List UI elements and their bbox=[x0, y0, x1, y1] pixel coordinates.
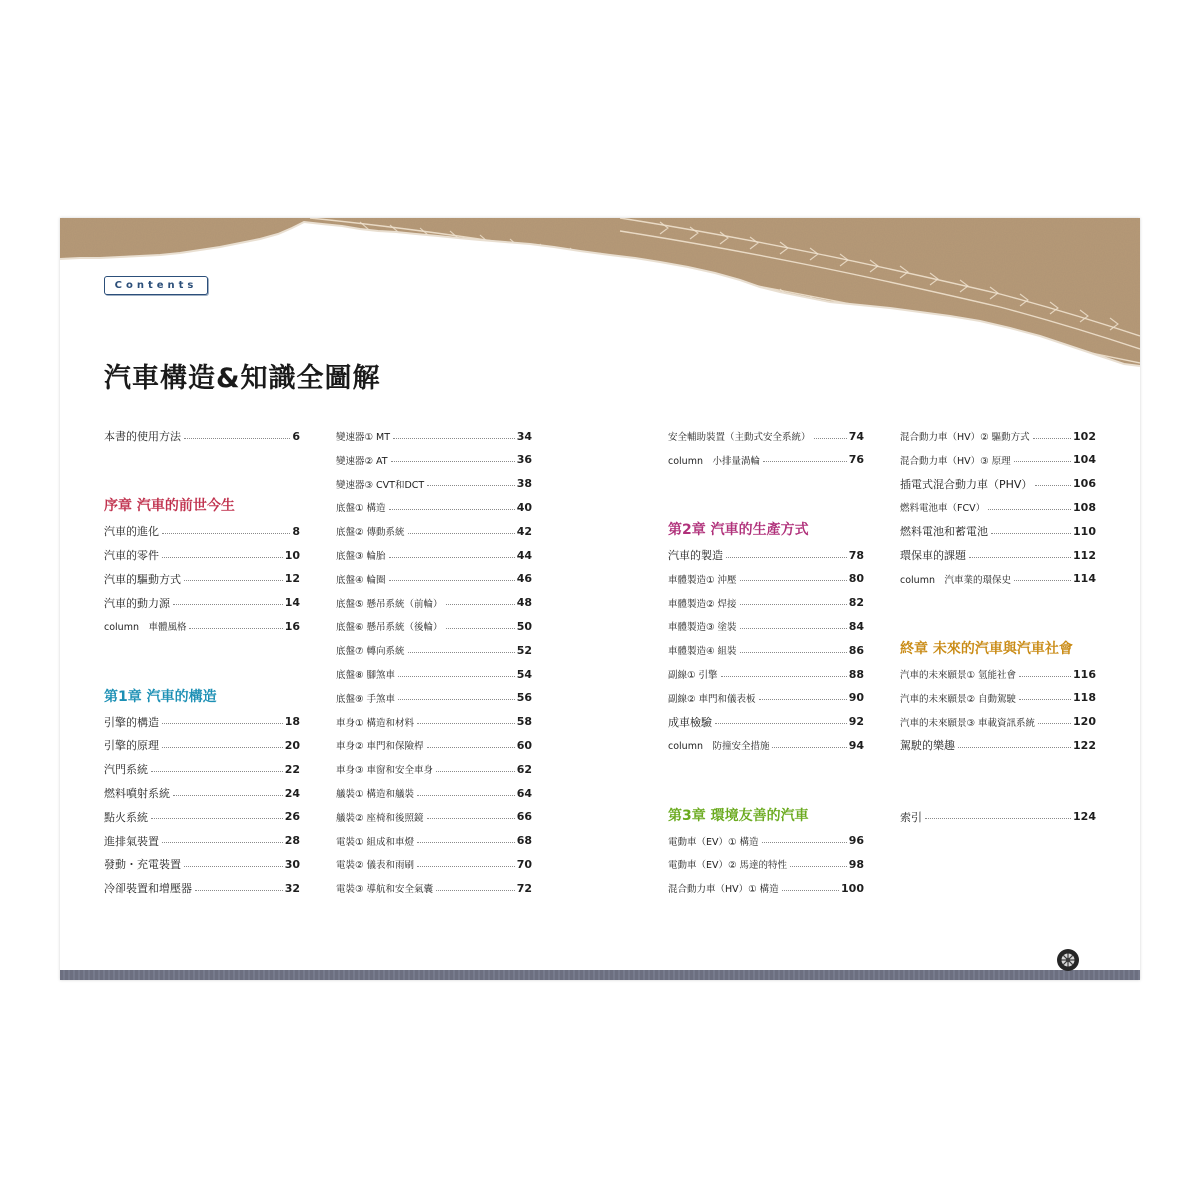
toc-entry-page: 14 bbox=[284, 596, 300, 610]
dot-leader bbox=[715, 723, 847, 724]
dot-leader bbox=[436, 771, 515, 772]
toc-entry-label: 車身③ 車窗和安全車身 bbox=[336, 765, 434, 777]
dot-leader bbox=[988, 509, 1071, 510]
toc-entry[interactable] bbox=[104, 593, 300, 613]
toc-entry[interactable] bbox=[336, 521, 532, 541]
toc-entry-label: column 汽車業的環保史 bbox=[900, 574, 1011, 586]
toc-entry[interactable] bbox=[104, 735, 300, 755]
toc-entry-page: 62 bbox=[516, 762, 532, 776]
toc-entry-label: 點火系統 bbox=[104, 810, 148, 824]
dot-leader bbox=[389, 557, 515, 558]
toc-entry[interactable] bbox=[900, 712, 1096, 732]
toc-entry[interactable] bbox=[900, 688, 1096, 708]
toc-entry-page: 124 bbox=[1073, 810, 1096, 824]
toc-entry[interactable] bbox=[104, 521, 300, 541]
dot-leader bbox=[173, 795, 283, 796]
toc-entry-page: 10 bbox=[284, 548, 300, 562]
toc-entry-page: 120 bbox=[1073, 715, 1096, 729]
toc-entry[interactable] bbox=[668, 616, 864, 636]
toc-entry-label: 汽車的未來願景③ 車載資訊系統 bbox=[900, 717, 1036, 729]
toc-entry-label: 進排氣裝置 bbox=[104, 834, 159, 848]
toc-entry[interactable] bbox=[104, 426, 300, 446]
book-title: 汽車構造&知識全圖解 bbox=[104, 363, 381, 394]
toc-entry-page: 74 bbox=[848, 429, 864, 443]
toc-entry[interactable] bbox=[668, 878, 864, 898]
toc-entry-label: 底盤⑨ 手煞車 bbox=[336, 693, 396, 705]
dot-leader bbox=[1014, 461, 1071, 462]
toc-entry-label: 變速器① MT bbox=[336, 432, 391, 443]
toc-entry-page: 108 bbox=[1073, 500, 1096, 514]
toc-entry[interactable] bbox=[668, 712, 864, 732]
toc-entry[interactable] bbox=[668, 569, 864, 589]
toc-entry-label: 副線② 車門和儀表板 bbox=[668, 693, 756, 705]
toc-entry[interactable] bbox=[336, 807, 532, 827]
dot-leader bbox=[814, 438, 847, 439]
toc-entry-label: 底盤⑦ 轉向系統 bbox=[336, 646, 405, 658]
toc-entry-label: 副線① 引擎 bbox=[668, 670, 718, 681]
toc-entry-page: 116 bbox=[1073, 667, 1096, 681]
toc-entry-page: 92 bbox=[848, 715, 864, 729]
dot-leader bbox=[1038, 723, 1071, 724]
dot-leader bbox=[446, 604, 515, 605]
toc-entry-label: 艤裝① 構造和艤裝 bbox=[336, 789, 415, 800]
dot-leader bbox=[184, 438, 290, 439]
toc-entry-label: 燃料電池車（FCV） bbox=[900, 503, 986, 515]
dot-leader bbox=[427, 485, 514, 486]
toc-entry[interactable] bbox=[668, 854, 864, 874]
toc-entry-page: 26 bbox=[284, 810, 300, 824]
toc-entry-page: 118 bbox=[1073, 691, 1096, 705]
chapter-heading: 序章 汽車的前世今生 bbox=[104, 498, 235, 515]
chapter-heading: 終章 未來的汽車與汽車社會 bbox=[900, 641, 1073, 658]
dot-leader bbox=[189, 628, 282, 629]
dot-leader bbox=[173, 604, 283, 605]
chapter-heading: 第1章 汽車的構造 bbox=[104, 688, 217, 705]
toc-entry-page: 58 bbox=[516, 715, 532, 729]
toc-entry[interactable] bbox=[336, 545, 532, 565]
dot-leader bbox=[969, 557, 1071, 558]
dot-leader bbox=[740, 628, 847, 629]
dot-leader bbox=[772, 747, 846, 748]
toc-entry[interactable] bbox=[104, 545, 300, 565]
toc-entry[interactable] bbox=[668, 426, 864, 446]
toc-entry-page: 64 bbox=[516, 786, 532, 800]
toc-entry-label: 汽門系統 bbox=[104, 763, 148, 777]
dot-leader bbox=[184, 866, 283, 867]
toc-entry-label: 引擎的構造 bbox=[104, 715, 159, 729]
toc-entry-label: 汽車的零件 bbox=[104, 549, 159, 562]
dot-leader bbox=[162, 723, 283, 724]
toc-entry-page: 96 bbox=[848, 834, 864, 848]
toc-entry-page: 22 bbox=[284, 762, 300, 776]
toc-entry-label: 汽車的進化 bbox=[104, 525, 159, 539]
toc-entry[interactable] bbox=[336, 616, 532, 636]
toc-entry-page: 86 bbox=[848, 643, 864, 657]
toc-entry-page: 52 bbox=[516, 643, 532, 657]
toc-entry[interactable] bbox=[668, 450, 864, 470]
dot-leader bbox=[184, 580, 283, 581]
dot-leader bbox=[740, 652, 847, 653]
toc-entry-page: 72 bbox=[516, 881, 532, 895]
toc-entry-page: 78 bbox=[848, 548, 864, 562]
book-spread bbox=[60, 218, 1140, 980]
dot-leader bbox=[1033, 438, 1071, 439]
toc-entry-page: 44 bbox=[516, 548, 532, 562]
dot-leader bbox=[759, 699, 847, 700]
toc-entry-page: 56 bbox=[516, 691, 532, 705]
toc-entry-label: 環保車的課題 bbox=[900, 549, 966, 562]
toc-entry-page: 70 bbox=[516, 857, 532, 871]
toc-entry[interactable] bbox=[104, 712, 300, 732]
toc-entry[interactable] bbox=[336, 497, 532, 517]
dot-leader bbox=[925, 818, 1071, 819]
toc-entry-page: 36 bbox=[516, 453, 532, 467]
toc-entry-label: 電裝① 組成和車燈 bbox=[336, 836, 415, 848]
dot-leader bbox=[782, 890, 839, 891]
toc-entry-page: 32 bbox=[284, 881, 300, 895]
toc-entry-label: 車身② 車門和保險桿 bbox=[336, 741, 424, 753]
toc-entry[interactable] bbox=[668, 831, 864, 851]
toc-entry-label: 底盤① 構造 bbox=[336, 503, 386, 515]
toc-entry[interactable] bbox=[668, 640, 864, 660]
dot-leader bbox=[763, 461, 847, 462]
toc-entry-page: 34 bbox=[516, 429, 532, 443]
toc-entry[interactable] bbox=[104, 854, 300, 874]
toc-entry[interactable] bbox=[104, 616, 300, 636]
toc-entry[interactable] bbox=[336, 640, 532, 660]
toc-entry-page: 28 bbox=[284, 834, 300, 848]
toc-entry-label: 汽車的驅動方式 bbox=[104, 572, 181, 586]
toc-entry-page: 50 bbox=[516, 619, 532, 633]
toc-entry-label: 艤裝② 座椅和後照鏡 bbox=[336, 812, 424, 824]
toc-entry[interactable] bbox=[668, 735, 864, 755]
toc-entry[interactable] bbox=[900, 664, 1096, 684]
toc-entry[interactable] bbox=[104, 759, 300, 779]
toc-entry-page: 18 bbox=[284, 715, 300, 729]
toc-entry-page: 24 bbox=[284, 786, 300, 800]
toc-entry[interactable] bbox=[336, 450, 532, 470]
toc-entry-label: 冷卻裝置和增壓器 bbox=[104, 882, 192, 896]
dot-leader bbox=[991, 533, 1071, 534]
toc-entry[interactable] bbox=[668, 545, 864, 565]
dot-leader bbox=[1019, 676, 1071, 677]
toc-entry-page: 16 bbox=[284, 619, 300, 633]
toc-entry[interactable] bbox=[900, 426, 1096, 446]
toc-entry-label: 混合動力車（HV）① 構造 bbox=[668, 884, 779, 896]
dot-leader bbox=[417, 795, 515, 796]
toc-entry-label: 電裝② 儀表和雨刷 bbox=[336, 860, 415, 872]
toc-entry-page: 6 bbox=[292, 429, 300, 443]
toc-entry[interactable] bbox=[668, 688, 864, 708]
toc-entry-page: 30 bbox=[284, 857, 300, 871]
toc-entry-page: 80 bbox=[848, 572, 864, 586]
toc-entry-page: 68 bbox=[516, 834, 532, 848]
toc-entry-label: column 小排量渦輪 bbox=[668, 455, 760, 467]
toc-entry-label: 電動車（EV）① 構造 bbox=[668, 836, 759, 848]
toc-entry-label: 車體製造② 焊接 bbox=[668, 598, 737, 610]
toc-entry-label: 安全輔助裝置（主動式安全系統） bbox=[668, 432, 811, 443]
toc-entry-label: 汽車的未來願景② 自動駕駛 bbox=[900, 693, 1017, 705]
dot-leader bbox=[436, 890, 515, 891]
dot-leader bbox=[195, 890, 283, 891]
dot-leader bbox=[408, 652, 515, 653]
toc-entry-page: 88 bbox=[848, 667, 864, 681]
toc-entry-page: 106 bbox=[1073, 477, 1096, 491]
toc-entry-label: 本書的使用方法 bbox=[104, 430, 181, 443]
toc-entry-page: 100 bbox=[841, 881, 864, 895]
toc-entry[interactable] bbox=[336, 831, 532, 851]
toc-entry-label: column 防撞安全措施 bbox=[668, 741, 770, 753]
toc-entry-label: 汽車的未來願景① 氫能社會 bbox=[900, 670, 1017, 681]
chapter-heading: 第2章 汽車的生產方式 bbox=[668, 522, 809, 539]
toc-entry-page: 48 bbox=[516, 596, 532, 610]
dot-leader bbox=[398, 676, 515, 677]
toc-entry[interactable] bbox=[336, 426, 532, 446]
toc-entry[interactable] bbox=[900, 497, 1096, 517]
toc-entry-page: 20 bbox=[284, 738, 300, 752]
dot-leader bbox=[391, 461, 515, 462]
dot-leader bbox=[151, 771, 283, 772]
toc-entry-label: 發動・充電裝置 bbox=[104, 858, 181, 872]
dot-leader bbox=[151, 818, 283, 819]
toc-entry[interactable] bbox=[900, 807, 1096, 827]
toc-entry[interactable] bbox=[104, 783, 300, 803]
toc-entry-label: 引擎的原理 bbox=[104, 739, 159, 753]
toc-entry-label: 插電式混合動力車（PHV） bbox=[900, 477, 1033, 491]
toc-entry-label: 燃料噴射系統 bbox=[104, 787, 170, 800]
toc-entry[interactable] bbox=[104, 878, 300, 898]
chapter-heading: 第3章 環境友善的汽車 bbox=[668, 807, 809, 824]
toc-entry[interactable] bbox=[900, 735, 1096, 755]
toc-entry-page: 94 bbox=[848, 738, 864, 752]
dot-leader bbox=[417, 866, 515, 867]
dot-leader bbox=[427, 818, 515, 819]
toc-entry-page: 112 bbox=[1073, 548, 1096, 562]
dot-leader bbox=[427, 747, 515, 748]
toc-entry[interactable] bbox=[336, 474, 532, 494]
toc-entry-label: 車身① 構造和材料 bbox=[336, 717, 415, 729]
dot-leader bbox=[1014, 580, 1071, 581]
toc-entry-page: 98 bbox=[848, 857, 864, 871]
toc-entry-page: 110 bbox=[1073, 524, 1096, 538]
dot-leader bbox=[393, 438, 515, 439]
dot-leader bbox=[389, 509, 515, 510]
dot-leader bbox=[790, 866, 847, 867]
toc-entry-label: 變速器③ CVT和DCT bbox=[336, 479, 425, 491]
dot-leader bbox=[762, 842, 847, 843]
toc-entry-page: 46 bbox=[516, 572, 532, 586]
dot-leader bbox=[417, 842, 515, 843]
toc-entry[interactable] bbox=[900, 569, 1096, 589]
toc-entry-page: 60 bbox=[516, 738, 532, 752]
toc-entry-label: 駕駛的樂趣 bbox=[900, 739, 955, 753]
toc-entry[interactable] bbox=[336, 688, 532, 708]
toc-entry[interactable] bbox=[336, 759, 532, 779]
dot-leader bbox=[740, 604, 847, 605]
dot-leader bbox=[721, 676, 847, 677]
toc-entry[interactable] bbox=[104, 569, 300, 589]
toc-entry[interactable] bbox=[336, 712, 532, 732]
toc-entry[interactable] bbox=[668, 664, 864, 684]
dot-leader bbox=[162, 533, 290, 534]
toc-entry-label: column 車體風格 bbox=[104, 622, 187, 634]
toc-entry-label: 底盤⑥ 懸吊系統（後輪） bbox=[336, 622, 443, 634]
toc-entry[interactable] bbox=[336, 569, 532, 589]
toc-entry-label: 車體製造③ 塗裝 bbox=[668, 622, 737, 634]
toc-entry-label: 混合動力車（HV）② 驅動方式 bbox=[900, 432, 1030, 443]
toc-entry-page: 38 bbox=[516, 477, 532, 491]
dot-leader bbox=[726, 557, 847, 558]
dot-leader bbox=[740, 580, 847, 581]
torn-kraft-paper-header bbox=[60, 218, 1140, 378]
toc-entry-label: 汽車的製造 bbox=[668, 549, 723, 562]
toc-entry[interactable] bbox=[336, 735, 532, 755]
toc-entry-label: 車體製造④ 組裝 bbox=[668, 646, 737, 658]
toc-entry-page: 12 bbox=[284, 572, 300, 586]
dot-leader bbox=[162, 842, 283, 843]
contents-badge: Contents bbox=[104, 276, 208, 295]
toc-entry-page: 84 bbox=[848, 619, 864, 633]
toc-entry-label: 底盤② 傳動系統 bbox=[336, 527, 405, 539]
dot-leader bbox=[446, 628, 515, 629]
toc-entry-page: 40 bbox=[516, 500, 532, 514]
toc-entry-page: 102 bbox=[1073, 429, 1096, 443]
toc-entry[interactable] bbox=[336, 783, 532, 803]
dot-leader bbox=[417, 723, 515, 724]
toc-entry[interactable] bbox=[104, 831, 300, 851]
toc-entry-page: 122 bbox=[1073, 738, 1096, 752]
toc-entry[interactable] bbox=[900, 474, 1096, 494]
toc-entry-label: 成車檢驗 bbox=[668, 715, 712, 729]
toc-entry-page: 66 bbox=[516, 810, 532, 824]
dot-leader bbox=[398, 699, 515, 700]
toc-entry[interactable] bbox=[336, 593, 532, 613]
toc-entry-label: 汽車的動力源 bbox=[104, 596, 170, 610]
toc-entry-page: 104 bbox=[1073, 453, 1096, 467]
toc-entry[interactable] bbox=[900, 450, 1096, 470]
toc-entry-label: 底盤⑧ 腳煞車 bbox=[336, 670, 396, 681]
dot-leader bbox=[389, 580, 515, 581]
toc-entry-label: 車體製造① 沖壓 bbox=[668, 574, 737, 586]
toc-entry-page: 82 bbox=[848, 596, 864, 610]
toc-entry-label: 底盤④ 輪圈 bbox=[336, 574, 386, 586]
toc-entry-label: 電動車（EV）② 馬達的特性 bbox=[668, 860, 788, 872]
toc-entry-page: 8 bbox=[292, 524, 300, 538]
toc-entry-label: 變速器② AT bbox=[336, 455, 388, 467]
toc-entry[interactable] bbox=[104, 807, 300, 827]
wheel-icon bbox=[1056, 948, 1080, 972]
toc-entry-page: 42 bbox=[516, 524, 532, 538]
toc-entry[interactable] bbox=[336, 664, 532, 684]
toc-entry[interactable] bbox=[336, 878, 532, 898]
bottom-stripe bbox=[60, 970, 1140, 980]
toc-entry[interactable] bbox=[336, 854, 532, 874]
dot-leader bbox=[1035, 485, 1071, 486]
toc-entry-page: 90 bbox=[848, 691, 864, 705]
toc-entry[interactable] bbox=[900, 521, 1096, 541]
toc-entry[interactable] bbox=[668, 593, 864, 613]
toc-entry-label: 索引 bbox=[900, 810, 922, 824]
toc-entry-label: 混合動力車（HV）③ 原理 bbox=[900, 455, 1011, 467]
toc-entry-page: 54 bbox=[516, 667, 532, 681]
dot-leader bbox=[958, 747, 1071, 748]
dot-leader bbox=[162, 557, 283, 558]
toc-entry-label: 底盤⑤ 懸吊系統（前輪） bbox=[336, 598, 443, 610]
toc-entry-label: 燃料電池和蓄電池 bbox=[900, 525, 988, 539]
dot-leader bbox=[162, 747, 283, 748]
dot-leader bbox=[1019, 699, 1071, 700]
toc-entry[interactable] bbox=[900, 545, 1096, 565]
toc-entry-label: 底盤③ 輪胎 bbox=[336, 551, 386, 562]
toc-entry-page: 114 bbox=[1073, 572, 1096, 586]
toc-entry-label: 電裝③ 導航和安全氣囊 bbox=[336, 884, 434, 896]
toc-entry-page: 76 bbox=[848, 453, 864, 467]
dot-leader bbox=[408, 533, 515, 534]
